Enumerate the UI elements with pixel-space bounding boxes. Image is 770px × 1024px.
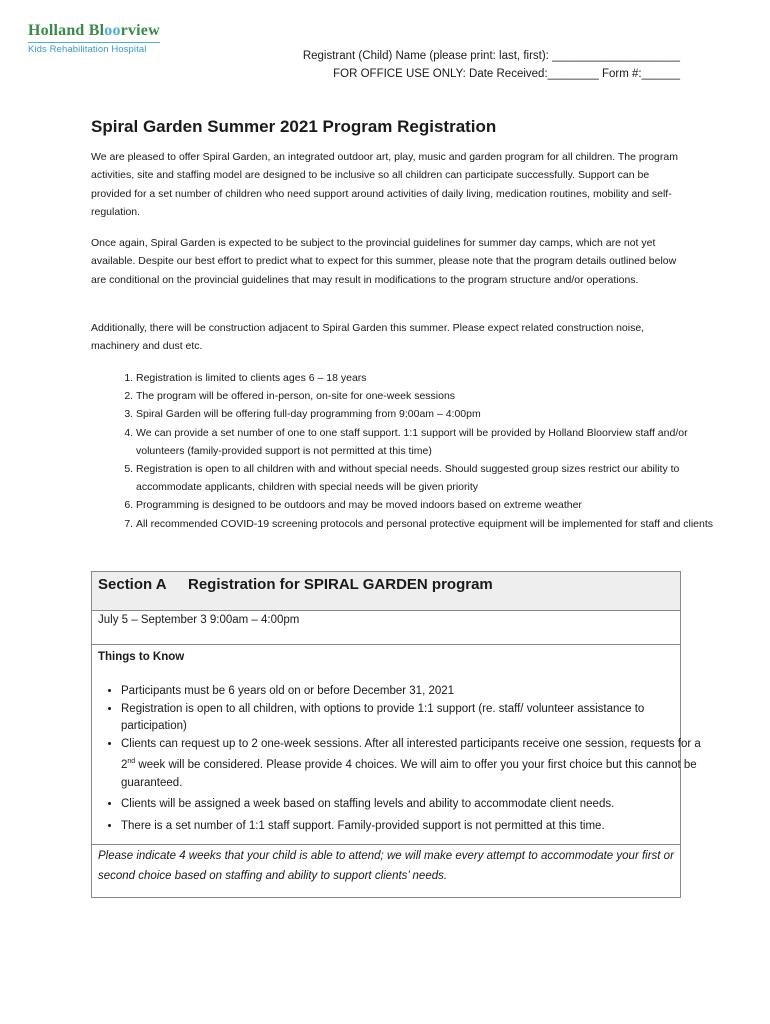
list-item: 5. Registration is open to all children with and without special needs. Should suggested group sizes restrict our ability to accommodate applicants, children with special needs will be given priority (136, 460, 731, 496)
things-to-know-heading: Things to Know (98, 651, 185, 663)
list-item: • Registration is open to all children, with options to provide 1:1 support (re. staff/ volunteer assistance to participation) (121, 701, 701, 736)
section-title: Registration for SPIRAL GARDEN program (188, 576, 493, 593)
intro-paragraph: We are pleased to offer Spiral Garden, an integrated outdoor art, play, music and garden program for all children. The program activities, site and staffing model are designed to be inclusive so all children can participate successfully. Support can be provided for a set number of children who need support around activities of daily living, medication routines, mobility and self-regulation. (91, 151, 678, 219)
office-use-line: FOR OFFICE USE ONLY: Date Received:________ Form #:______ (333, 68, 680, 80)
list-item: 7. All recommended COVID-19 screening protocols and personal protective equipment will be implemented for staff and clients (136, 515, 731, 533)
list-item: 2. The program will be offered in-person, on-site for one-week sessions (136, 387, 731, 405)
registrant-name-line: Registrant (Child) Name (please print: last, first): ____________________ (302, 50, 680, 62)
list-item: 6. Programming is designed to be outdoors and may be moved indoors based on extreme weather (136, 496, 731, 514)
program-dates-row (91, 610, 681, 645)
office-use-block (303, 47, 680, 83)
list-item: • Participants must be 6 years old on or before December 31, 2021 (121, 683, 701, 701)
logo-name: Holland Bloorview (28, 22, 160, 39)
things-to-know-row (91, 644, 701, 845)
program-dates: July 5 – September 3 9:00am – 4:00pm (98, 614, 300, 626)
program-rules-list (91, 369, 731, 533)
page-title: Spiral Garden Summer 2021 Program Registration (91, 117, 497, 136)
list-item: • Clients will be assigned a week based on staffing levels and ability to accommodate client needs. (121, 796, 701, 814)
logo-rule (28, 42, 160, 43)
list-item: • There is a set number of 1:1 staff support. Family-provided support is not permitted at this time. (121, 818, 701, 836)
logo-subtitle: Kids Rehabilitation Hospital (28, 44, 147, 55)
list-item: 3. Spiral Garden will be offering full-day programming from 9:00am – 4:00pm (136, 405, 731, 423)
section-label: Section A (98, 576, 167, 593)
list-item: 4. We can provide a set number of one to one staff support. 1:1 support will be provided by Holland Bloorview staff and/or volunteers (family-provided support is not permitted at this time) (136, 424, 731, 460)
section-a-header (91, 571, 681, 611)
list-item: • Clients can request up to 2 one-week sessions. After all interested participants receive one session, requests for a 2nd week will be considered. Please provide 4 choices. We will aim to offer you your first choice but this cannot be guaranteed. (121, 736, 701, 793)
week-choice-note: Please indicate 4 weeks that your child is able to attend; we will make every attempt to accommodate your first or second choice based on staffing and ability to support clients’ needs. (98, 850, 674, 882)
guidelines-paragraph: Once again, Spiral Garden is expected to be subject to the provincial guidelines for summer day camps, which are not yet available. Despite our best effort to predict what to expect for this summer, please note that the program details outlined below are conditional on the provincial guidelines that may result in modifications to the program structure and/or operations. (91, 237, 677, 286)
construction-paragraph: Additionally, there will be construction adjacent to Spiral Garden this summer. Please expect related construction noise, machinery and dust etc. (91, 322, 645, 353)
list-item: 1. Registration is limited to clients ages 6 – 18 years (136, 369, 731, 387)
things-to-know-list (98, 683, 701, 836)
week-choice-note-row (91, 844, 681, 898)
hospital-logo (28, 22, 160, 55)
